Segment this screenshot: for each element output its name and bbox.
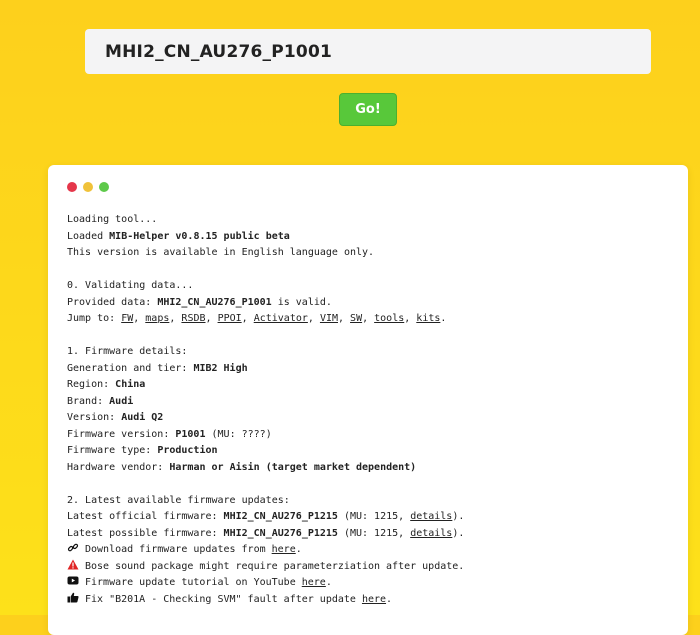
log-line — [67, 278, 669, 295]
field-label: Version: — [67, 412, 122, 423]
log-line — [67, 377, 669, 394]
jump-link-vim[interactable]: VIM — [319, 313, 338, 324]
log-line — [67, 229, 669, 246]
red-dot-icon — [67, 182, 77, 192]
log-text: Firmware update tutorial on YouTube — [85, 577, 302, 588]
log-text: (MU: ????) — [205, 428, 272, 440]
provided-value: MHI2_CN_AU276_P1001 — [157, 296, 272, 308]
log-line — [67, 509, 669, 526]
possible-details-link[interactable]: details — [410, 527, 453, 539]
blank-line — [67, 476, 669, 493]
field-value: China — [115, 379, 146, 390]
log-line — [67, 526, 669, 543]
terminal-output-panel — [48, 165, 688, 635]
jump-link-tools[interactable]: tools — [374, 313, 405, 324]
log-text: . — [386, 593, 393, 605]
log-line — [67, 493, 669, 510]
log-line — [67, 592, 669, 609]
section-title: 2. Latest available firmware updates: — [67, 494, 290, 506]
window-controls — [67, 182, 669, 192]
jump-link-sw[interactable]: SW — [350, 313, 363, 324]
jump-link-rsdb[interactable]: RSDB — [181, 313, 206, 324]
official-details-link[interactable]: details — [410, 511, 453, 522]
log-line — [67, 295, 669, 312]
jump-link-kits[interactable]: kits — [416, 313, 441, 324]
thumbs-up-icon — [67, 592, 79, 603]
log-text: Fix "B201A - Checking SVM" fault after update — [85, 593, 362, 605]
link-icon — [67, 542, 79, 553]
log-line — [67, 575, 669, 592]
section-title: 0. Validating data... — [67, 280, 194, 291]
log-line — [67, 410, 669, 427]
blank-line — [67, 328, 669, 345]
field-label: Hardware vendor: — [67, 461, 170, 473]
field-value: MHI2_CN_AU276_P1215 — [223, 527, 338, 539]
log-lines — [67, 212, 669, 608]
field-value: Audi Q2 — [121, 412, 164, 423]
log-text: ). — [452, 527, 465, 539]
log-line — [67, 542, 669, 559]
field-label: Latest official firmware: — [67, 511, 224, 522]
log-text: is valid. — [271, 296, 332, 308]
field-label: Region: — [67, 379, 116, 390]
download-here-link[interactable]: here — [271, 544, 296, 555]
warning-icon — [67, 559, 79, 570]
firmware-search-input[interactable] — [85, 29, 651, 74]
yellow-dot-icon — [83, 182, 93, 192]
log-line — [67, 361, 669, 378]
field-label: Latest possible firmware: — [67, 527, 224, 539]
field-value: P1001 — [175, 428, 206, 440]
log-text: (MU: 1215, — [337, 511, 411, 522]
field-label: Firmware type: — [67, 445, 158, 456]
blank-line — [67, 262, 669, 279]
tool-version: MIB-Helper v0.8.15 public beta — [109, 230, 290, 242]
field-label: Firmware version: — [67, 428, 176, 440]
log-line — [67, 460, 669, 477]
field-value: MHI2_CN_AU276_P1215 — [223, 511, 338, 522]
green-dot-icon — [99, 182, 109, 192]
log-text: (MU: 1215, — [337, 527, 411, 539]
jump-link-ppoi[interactable]: PPOI — [217, 313, 242, 324]
log-line — [67, 245, 669, 262]
log-text: . — [325, 577, 332, 588]
field-value: Production — [157, 445, 218, 456]
log-text: Bose sound package might require parameterziation after update. — [85, 560, 465, 572]
log-text: . — [295, 544, 302, 555]
go-button[interactable]: Go! — [339, 93, 397, 126]
field-value: Audi — [109, 395, 134, 407]
log-line — [67, 394, 669, 411]
log-text: Loading tool... — [67, 214, 158, 225]
tutorial-here-link[interactable]: here — [301, 577, 326, 588]
log-text: Provided data: — [67, 296, 158, 308]
field-label: Brand: — [67, 395, 110, 407]
fix-here-link[interactable]: here — [361, 593, 387, 605]
log-line — [67, 559, 669, 576]
field-label: Generation and tier: — [67, 362, 194, 374]
firmware-search-value: MHI2_CN_AU276_P1001 — [105, 41, 332, 62]
jump-to-line: Jump to: FW, maps, RSDB, PPOI, Activator, VIM, SW, tools, kits. — [67, 313, 447, 324]
section-title: 1. Firmware details: — [67, 346, 188, 357]
field-value: MIB2 High — [193, 362, 248, 374]
jump-link-fw[interactable]: FW — [121, 313, 134, 324]
youtube-icon — [67, 575, 79, 586]
field-value: Harman or Aisin (target market dependent) — [169, 461, 417, 473]
log-text: ). — [452, 511, 465, 522]
jump-link-maps[interactable]: maps — [145, 313, 170, 324]
log-text: Jump to: — [67, 313, 122, 324]
jump-link-activator[interactable]: Activator — [253, 313, 308, 324]
log-text: Loaded — [67, 230, 110, 242]
log-line — [67, 212, 669, 229]
log-text: Download firmware updates from — [85, 544, 272, 555]
log-line — [67, 443, 669, 460]
log-text: This version is available in English language only. — [67, 247, 375, 258]
log-line — [67, 427, 669, 444]
log-line — [67, 344, 669, 361]
